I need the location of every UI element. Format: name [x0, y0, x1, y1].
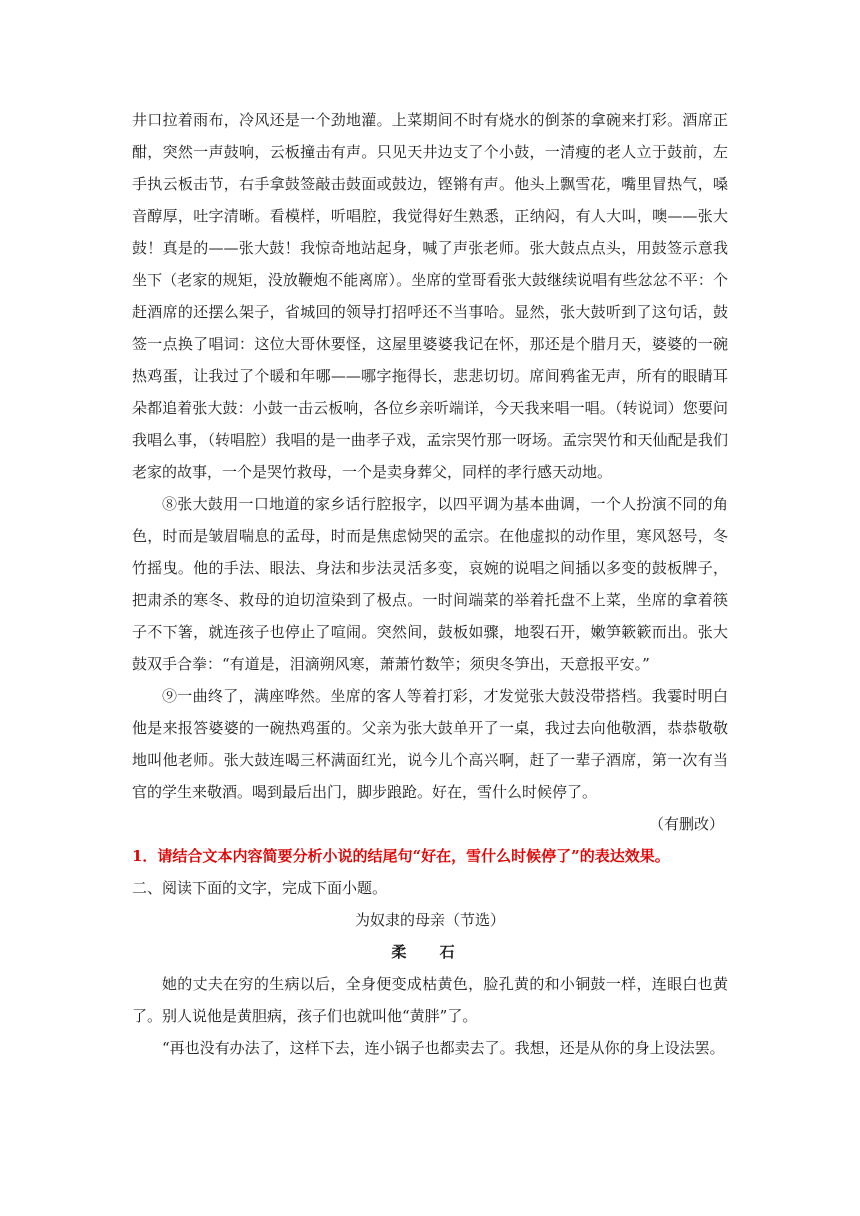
story-paragraph-9: ⑨一曲终了，满座哗然。坐席的客人等着打彩，才发觉张大鼓没带搭档。我霎时明白他是来报答婆婆的一碗热鸡蛋的。父亲为张大鼓单开了一桌，我过去向他敬酒，恭恭敬敬地叫他老师。张大鼓连喝三杯满面红光，说今儿个高兴啊，赶了一辈子酒席，第一次有当官的学生来敬酒。喝到最后出门，脚步踉跄。好在，雪什么时候停了。: [132, 687, 728, 801]
story-paragraph-8: ⑧张大鼓用一口地道的家乡话行腔报字，以四平调为基本曲调，一个人扮演不同的角色，时而是皱眉喘息的孟母，时而是焦虑恸哭的孟宗。在他虚拟的动作里，寒风怒号，冬竹摇曳。他的手法、眼法、身法和步法灵活多变，哀婉的说唱之间插以多变的鼓板牌子，把肃杀的寒冬、救母的迫切渲染到了极点。一时间端菜的举着托盘不上菜，坐席的拿着筷子不下箸，就连孩子也停止了喧闹。突然间，鼓板如骤，地裂石开，嫩笋簌簌而出。张大鼓双手合拳：“有道是，泪滴朔风寒，萧萧竹数竿；须臾冬笋出，天意报平安。”: [132, 495, 728, 673]
source-note: （有删改）: [648, 815, 724, 833]
article-paragraph-2: “再也没有办法了，这样下去，连小锅子也都卖去了。我想，还是从你的身上设法罢。: [162, 1039, 725, 1057]
article-title: 为奴隶的母亲（节选）: [354, 911, 505, 929]
document-page: [132, 104, 728, 1064]
article-paragraph-1: 她的丈夫在穷的生病以后，全身便变成枯黄色，脸孔黄的和小铜鼓一样，连眼白也黄了。别人说他是黄胆病，孩子们也就叫他“黄胖”了。: [132, 975, 728, 1025]
article-author: 柔 石: [391, 943, 469, 961]
question-1: 1．请结合文本内容简要分析小说的结尾句“好在，雪什么时候停了”的表达效果。: [132, 847, 670, 865]
section-2-heading: 二、阅读下面的文字，完成下面小题。: [132, 879, 388, 897]
story-paragraph-7-continued: 井口拉着雨布，冷风还是一个劲地灌。上菜期间不时有烧水的倒茶的拿碗来打彩。酒席正酣，突然一声鼓响，云板撞击有声。只见天井边支了个小鼓，一清瘦的老人立于鼓前，左手执云板击节，右手拿鼓签敲击鼓面或鼓边，铿锵有声。他头上飘雪花，嘴里冒热气，嗓音醇厚，吐字清晰。看模样，听唱腔，我觉得好生熟悉，正纳闷，有人大叫，噢——张大鼓！真是的——张大鼓！我惊奇地站起身，喊了声张老师。张大鼓点点头，用鼓签示意我坐下（老家的规矩，没放鞭炮不能离席）。坐席的堂哥看张大鼓继续说唱有些忿忿不平：个赶酒席的还摆么架子，省城回的领导打招呼还不当事哈。显然，张大鼓听到了这句话，鼓签一点换了唱词：这位大哥休要怪，这屋里婆婆我记在怀，那还是个腊月天，婆婆的一碗热鸡蛋，让我过了个暖和年哪——哪字拖得长，悲悲切切。席间鸦雀无声，所有的眼睛耳朵都追着张大鼓：小鼓一击云板响，各位乡亲听端详，今天我来唱一唱。（转说词）您要问我唱么事，（转唱腔）我唱的是一曲孝子戏，孟宗哭竹那一呀场。孟宗哭竹和天仙配是我们老家的故事，一个是哭竹救母，一个是卖身葬父，同样的孝行感天动地。: [132, 111, 728, 481]
